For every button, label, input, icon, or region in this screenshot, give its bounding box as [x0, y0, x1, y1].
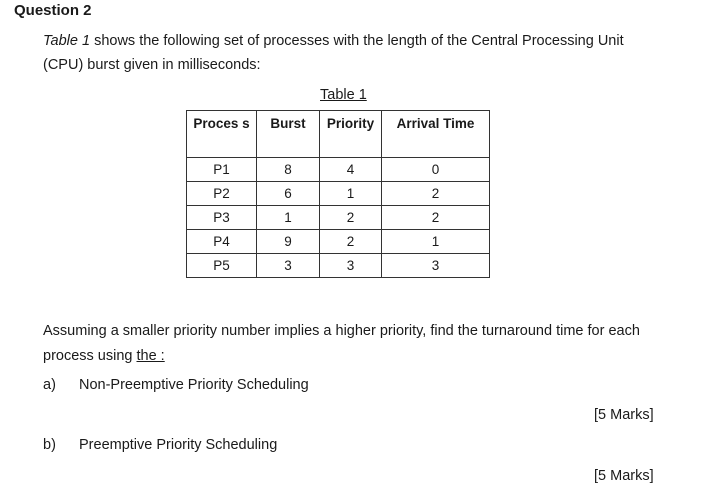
cell-process: P1	[187, 158, 257, 182]
cell-priority: 4	[320, 158, 382, 182]
cell-priority: 3	[320, 254, 382, 278]
table-reference: Table 1	[43, 33, 91, 49]
table-header-row	[187, 111, 490, 158]
header-burst: Burst	[257, 111, 320, 158]
cell-burst: 8	[257, 158, 320, 182]
process-table	[186, 110, 490, 278]
assumption-line-2	[43, 348, 165, 364]
assumption-underlined: the :	[136, 348, 165, 364]
cell-process: P3	[187, 206, 257, 230]
header-process	[187, 111, 257, 158]
assumption-prefix: process using	[43, 348, 137, 364]
table-caption: Table 1	[320, 87, 367, 103]
cell-arrival: 3	[382, 254, 490, 278]
cell-process: P4	[187, 230, 257, 254]
table-row	[187, 230, 490, 254]
header-arrival-time: Arrival Time	[382, 111, 490, 158]
header-priority: Priority	[320, 111, 382, 158]
part-b-text: Preemptive Priority Scheduling	[79, 437, 278, 453]
cell-arrival: 2	[382, 182, 490, 206]
part-a-text: Non-Preemptive Priority Scheduling	[79, 377, 309, 393]
header-process-label: Proces s	[193, 116, 250, 131]
cell-burst: 6	[257, 182, 320, 206]
cell-arrival: 0	[382, 158, 490, 182]
cell-process: P5	[187, 254, 257, 278]
part-b-letter: b)	[43, 437, 56, 453]
table-row	[187, 254, 490, 278]
table-row	[187, 182, 490, 206]
cell-priority: 1	[320, 182, 382, 206]
cell-process: P2	[187, 182, 257, 206]
cell-priority: 2	[320, 206, 382, 230]
cell-priority: 2	[320, 230, 382, 254]
cell-burst: 9	[257, 230, 320, 254]
intro-line-1	[43, 33, 624, 49]
table-row	[187, 158, 490, 182]
cell-arrival: 2	[382, 206, 490, 230]
part-b-marks: [5 Marks]	[594, 468, 654, 484]
intro-line-2: (CPU) burst given in milliseconds:	[43, 57, 261, 73]
cell-burst: 3	[257, 254, 320, 278]
intro-text: shows the following set of processes with the length of the Central Processing Unit	[90, 33, 624, 49]
table-row	[187, 206, 490, 230]
part-a-letter: a)	[43, 377, 56, 393]
assumption-line-1: Assuming a smaller priority number implies a higher priority, find the turnaround time for each	[43, 323, 640, 339]
cell-burst: 1	[257, 206, 320, 230]
part-a-marks: [5 Marks]	[594, 407, 654, 423]
cell-arrival: 1	[382, 230, 490, 254]
question-title: Question 2	[14, 2, 92, 19]
